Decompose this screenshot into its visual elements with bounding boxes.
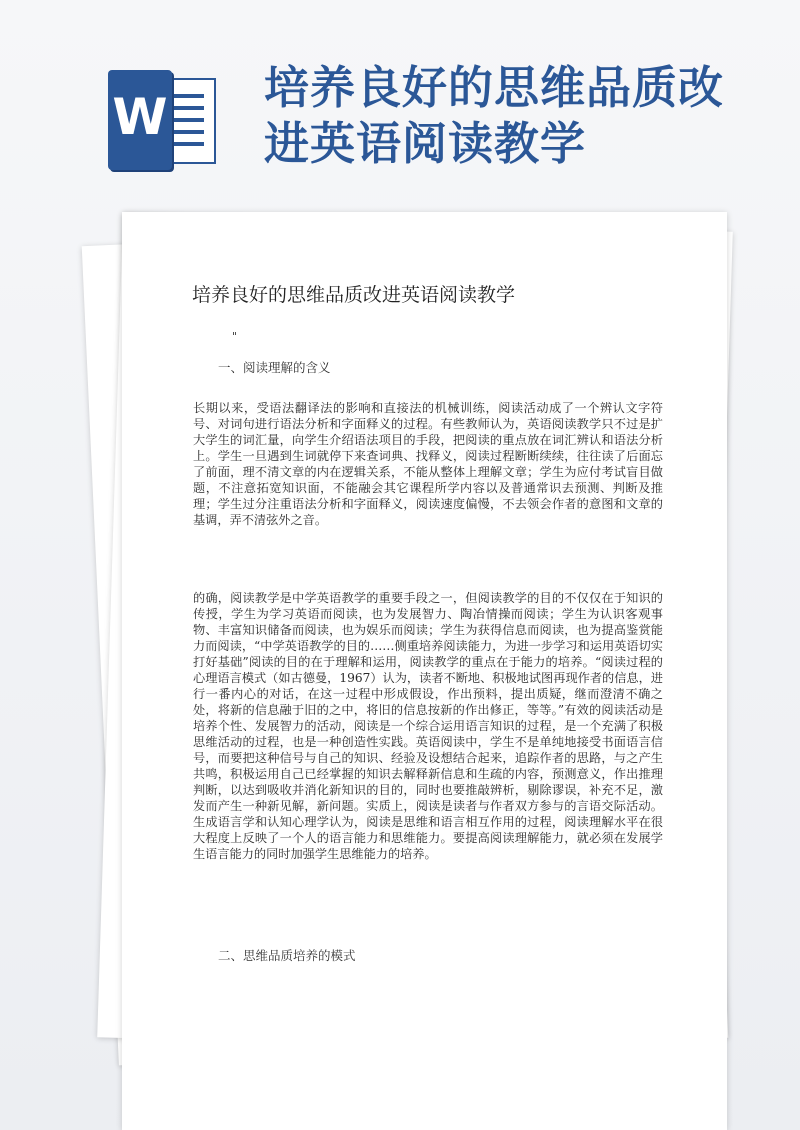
section-heading-2: 二、思维品质培养的模式 bbox=[218, 948, 356, 963]
banner-title: 培养良好的思维品质改进英语阅读教学 bbox=[264, 61, 725, 170]
banner bbox=[0, 0, 800, 200]
word-icon-letter: W bbox=[112, 88, 168, 146]
word-document-icon bbox=[108, 70, 218, 170]
document-page bbox=[122, 212, 727, 1130]
stray-quote-mark: " bbox=[232, 330, 238, 343]
word-icon-badge bbox=[108, 70, 172, 170]
paragraph-1: 长期以来，受语法翻译法的影响和直接法的机械训练，阅读活动成了一个辨认文字符号、对词句进行语法分析和字面释义的过程。有些教师认为，英语阅读教学只不过是扩大学生的词汇量，向学生介绍语法项目的手段，把阅读的重点放在词汇辨认和语法分析上。学生一旦遇到生词就停下来查词典、找释义，阅读过程断断续续，往往读了后面忘了前面，理不清文章的内在逻辑关系，不能从整体上理解文章；学生为应付考试盲目做题，不注意拓宽知识面，不能融会其它课程所学内容以及普通常识去预测、判断及推理；学生过分注重语法分析和字面释义，阅读速度偏慢，不去领会作者的意图和文章的基调，弄不清弦外之音。 bbox=[193, 401, 663, 527]
document-title: 培养良好的思维品质改进英语阅读教学 bbox=[192, 284, 516, 306]
section-heading-1: 一、阅读理解的含义 bbox=[218, 360, 331, 375]
paragraph-2: 的确，阅读教学是中学英语教学的重要手段之一，但阅读教学的目的不仅仅在于知识的传授，学生为学习英语而阅读，也为发展智力、陶冶情操而阅读；学生为认识客观事物、丰富知识储备而阅读，也为娱乐而阅读；学生为获得信息而阅读，也为提高鉴赏能力而阅读，“中学英语教学的目的……侧重培养阅读能力，为进一步学习和运用英语切实打好基础”阅读的目的在于理解和运用，阅读教学的重点在于能力的培养。“阅读过程的心理语言模式（如古德曼，1967）认为，读者不断地、积极地试图再现作者的信息，进行一番内心的对话，在这一过程中形成假设，作出预料，提出质疑，继而澄清不确之处，将新的信息融于旧的之中，将旧的信息按新的作出修正，等等。”有效的阅读活动是培养个性、发展智力的活动，阅读是一个综合运用语言知识的过程，是一个充满了积极思维活动的过程，也是一种创造性实践。英语阅读中，学生不是单纯地接受书面语言信号，而要把这种信号与自己的知识、经验及设想结合起来，追踪作者的思路，与之产生共鸣，积极运用自己已经掌握的知识去解释新信息和生疏的内容，预测意义，作出推理判断，以达到吸收并消化新知识的目的，同时也要推敲辨析，剔除谬误，补充不足，激发而产生一种新见解，新问题。实质上，阅读是读者与作者双方参与的言语交际活动。生成语言学和认知心理学认为，阅读是思维和语言相互作用的过程，阅读理解水平在很大程度上反映了一个人的语言能力和思维能力。要提高阅读理解能力，就必须在发展学生语言能力的同时加强学生思维能力的培养。 bbox=[193, 591, 663, 861]
